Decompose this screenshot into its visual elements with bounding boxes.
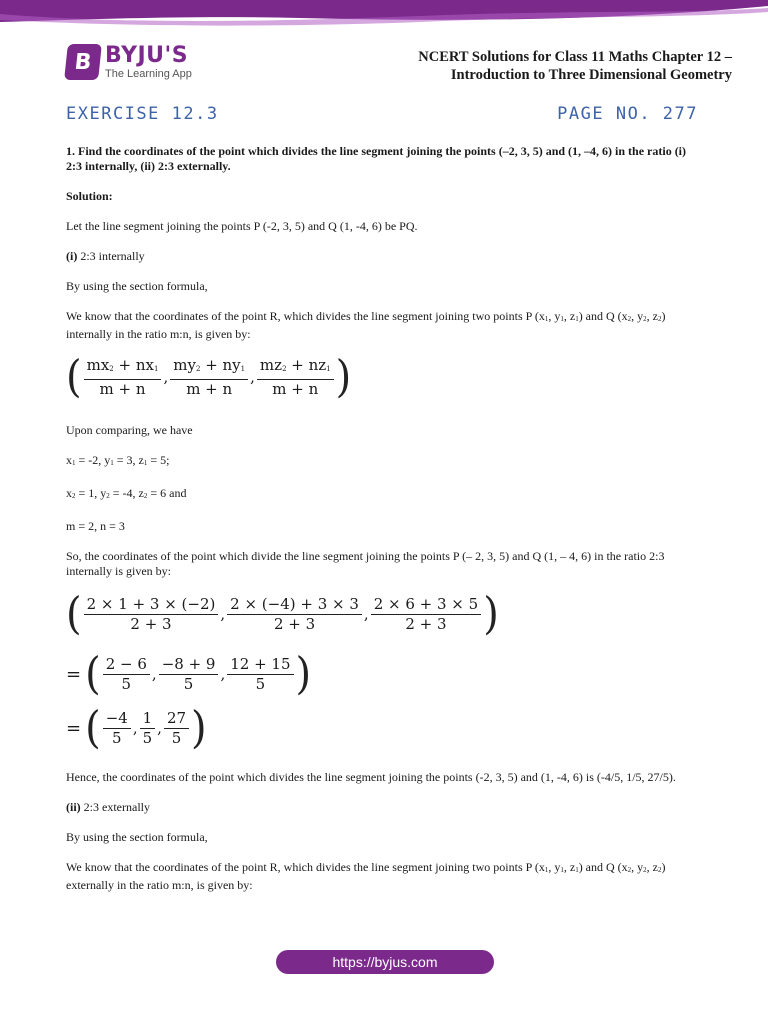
- so-text: So, the coordinates of the point which divide the line segment joining the points P (– 2, 3, 5) and Q (1, – 4, 6) in the ratio 2:3 internally is given by:: [66, 549, 665, 578]
- byjus-logo[interactable]: [66, 44, 192, 80]
- logo-mark-icon: B: [64, 44, 102, 80]
- top-decorative-band: [0, 0, 768, 26]
- part-1-heading: [66, 249, 698, 264]
- document-title-line-2: Introduction to Three Dimensional Geometry: [450, 67, 732, 83]
- question-text: 1. Find the coordinates of the point which divides the line segment joining the points (–2, 3, 5) and (1, –4, 6) in the ratio (i) 2:3 internally, (ii) 2:3 externally.: [66, 144, 687, 173]
- calculation-step-3: = ( $\frac{-4}{5}$ , $\frac{1}{5}$ , $\frac{27}{5}$ ): [66, 702, 207, 754]
- ratio-values: m = 2, n = 3: [66, 519, 125, 533]
- part-2-text: 2:3 externally: [80, 800, 150, 814]
- section-formula: ( $\frac{mx2 + nx1}{m + n}$ , $\frac{my2 + ny1}{m + n}$ , $\frac{mz2 + nz1}{m + n}$ ): [66, 351, 352, 403]
- exercise-heading-row: [66, 104, 698, 128]
- logo-tagline: The Learning App: [105, 67, 192, 80]
- document-title: [418, 48, 732, 84]
- band-graphic: [0, 0, 768, 26]
- formula-z-fraction: $\frac{mz2 + nz1}{m + n}$: [257, 358, 334, 397]
- part-1-text: 2:3 internally: [77, 249, 145, 263]
- page-number: PAGE NO. 277: [557, 104, 698, 124]
- exercise-label: EXERCISE 12.3: [66, 104, 219, 124]
- intro-text: Let the line segment joining the points P (-2, 3, 5) and Q (1, -4, 6) be PQ.: [66, 219, 418, 233]
- calculation-step-2: = ( $\frac{2 - 6}{5}$ , $\frac{-8 + 9}{5}$ , $\frac{12 + 15}{5}$ ): [66, 648, 312, 700]
- logo-text: [105, 42, 192, 80]
- point-2-values: x2 = 1, y2 = -4, z2 = 6 and: [66, 486, 187, 500]
- solution-label: Solution:: [66, 189, 113, 203]
- formula-description-text: We know that the coordinates of the point R, which divides the line segment joining two points P (x: [66, 309, 545, 323]
- hence-text: Hence, the coordinates of the point which divides the line segment joining the points (-2, 3, 5) and (1, -4, 6) is (-4/5, 1/5, 27/5).: [66, 770, 676, 784]
- part-1-label: (i): [66, 249, 78, 263]
- upon-comparing-text: Upon comparing, we have: [66, 423, 193, 437]
- part-2-heading: [66, 800, 698, 815]
- point-1-values: x1 = -2, y1 = 3, z1 = 5;: [66, 453, 170, 467]
- section-formula-text: By using the section formula,: [66, 279, 208, 293]
- external-formula-description: We know that the coordinates of the point R, which divides the line segment joining two points P (x1, y1, z1) and Q (x2, y2, z2) externally in the ratio m:n, is given by:: [66, 860, 666, 892]
- section-formula-text-2: By using the section formula,: [66, 830, 208, 844]
- part-2-label: (ii): [66, 800, 81, 814]
- logo-name: BYJU'S: [105, 42, 189, 68]
- formula-y-fraction: $\frac{my2 + ny1}{m + n}$: [170, 358, 248, 397]
- formula-description-tail: ) internally in the ratio m:n, is given by:: [66, 309, 666, 341]
- solution-content: [66, 144, 698, 908]
- calculation-step-1: ( $\frac{2 \times 1 + 3 \times (-2)}{2 + 3}$ , $\frac{2 \times (-4) + 3 \times 3}{2 + 3}$ , $\frac{2 \times 6 + 3 \times 5}{2 + 3}$ ): [66, 588, 499, 640]
- formula-x-fraction: $\frac{mx2 + nx1}{m + n}$: [84, 358, 162, 397]
- footer-url-link[interactable]: https://byjus.com: [276, 950, 494, 974]
- document-title-line-1: NCERT Solutions for Class 11 Maths Chapter 12 –: [418, 49, 732, 65]
- page-header: [66, 44, 732, 90]
- internal-formula-description: We know that the coordinates of the point R, which divides the line segment joining two points P (x1, y1, z1) and Q (x2, y2, z2) internally in the ratio m:n, is given by:: [66, 309, 666, 341]
